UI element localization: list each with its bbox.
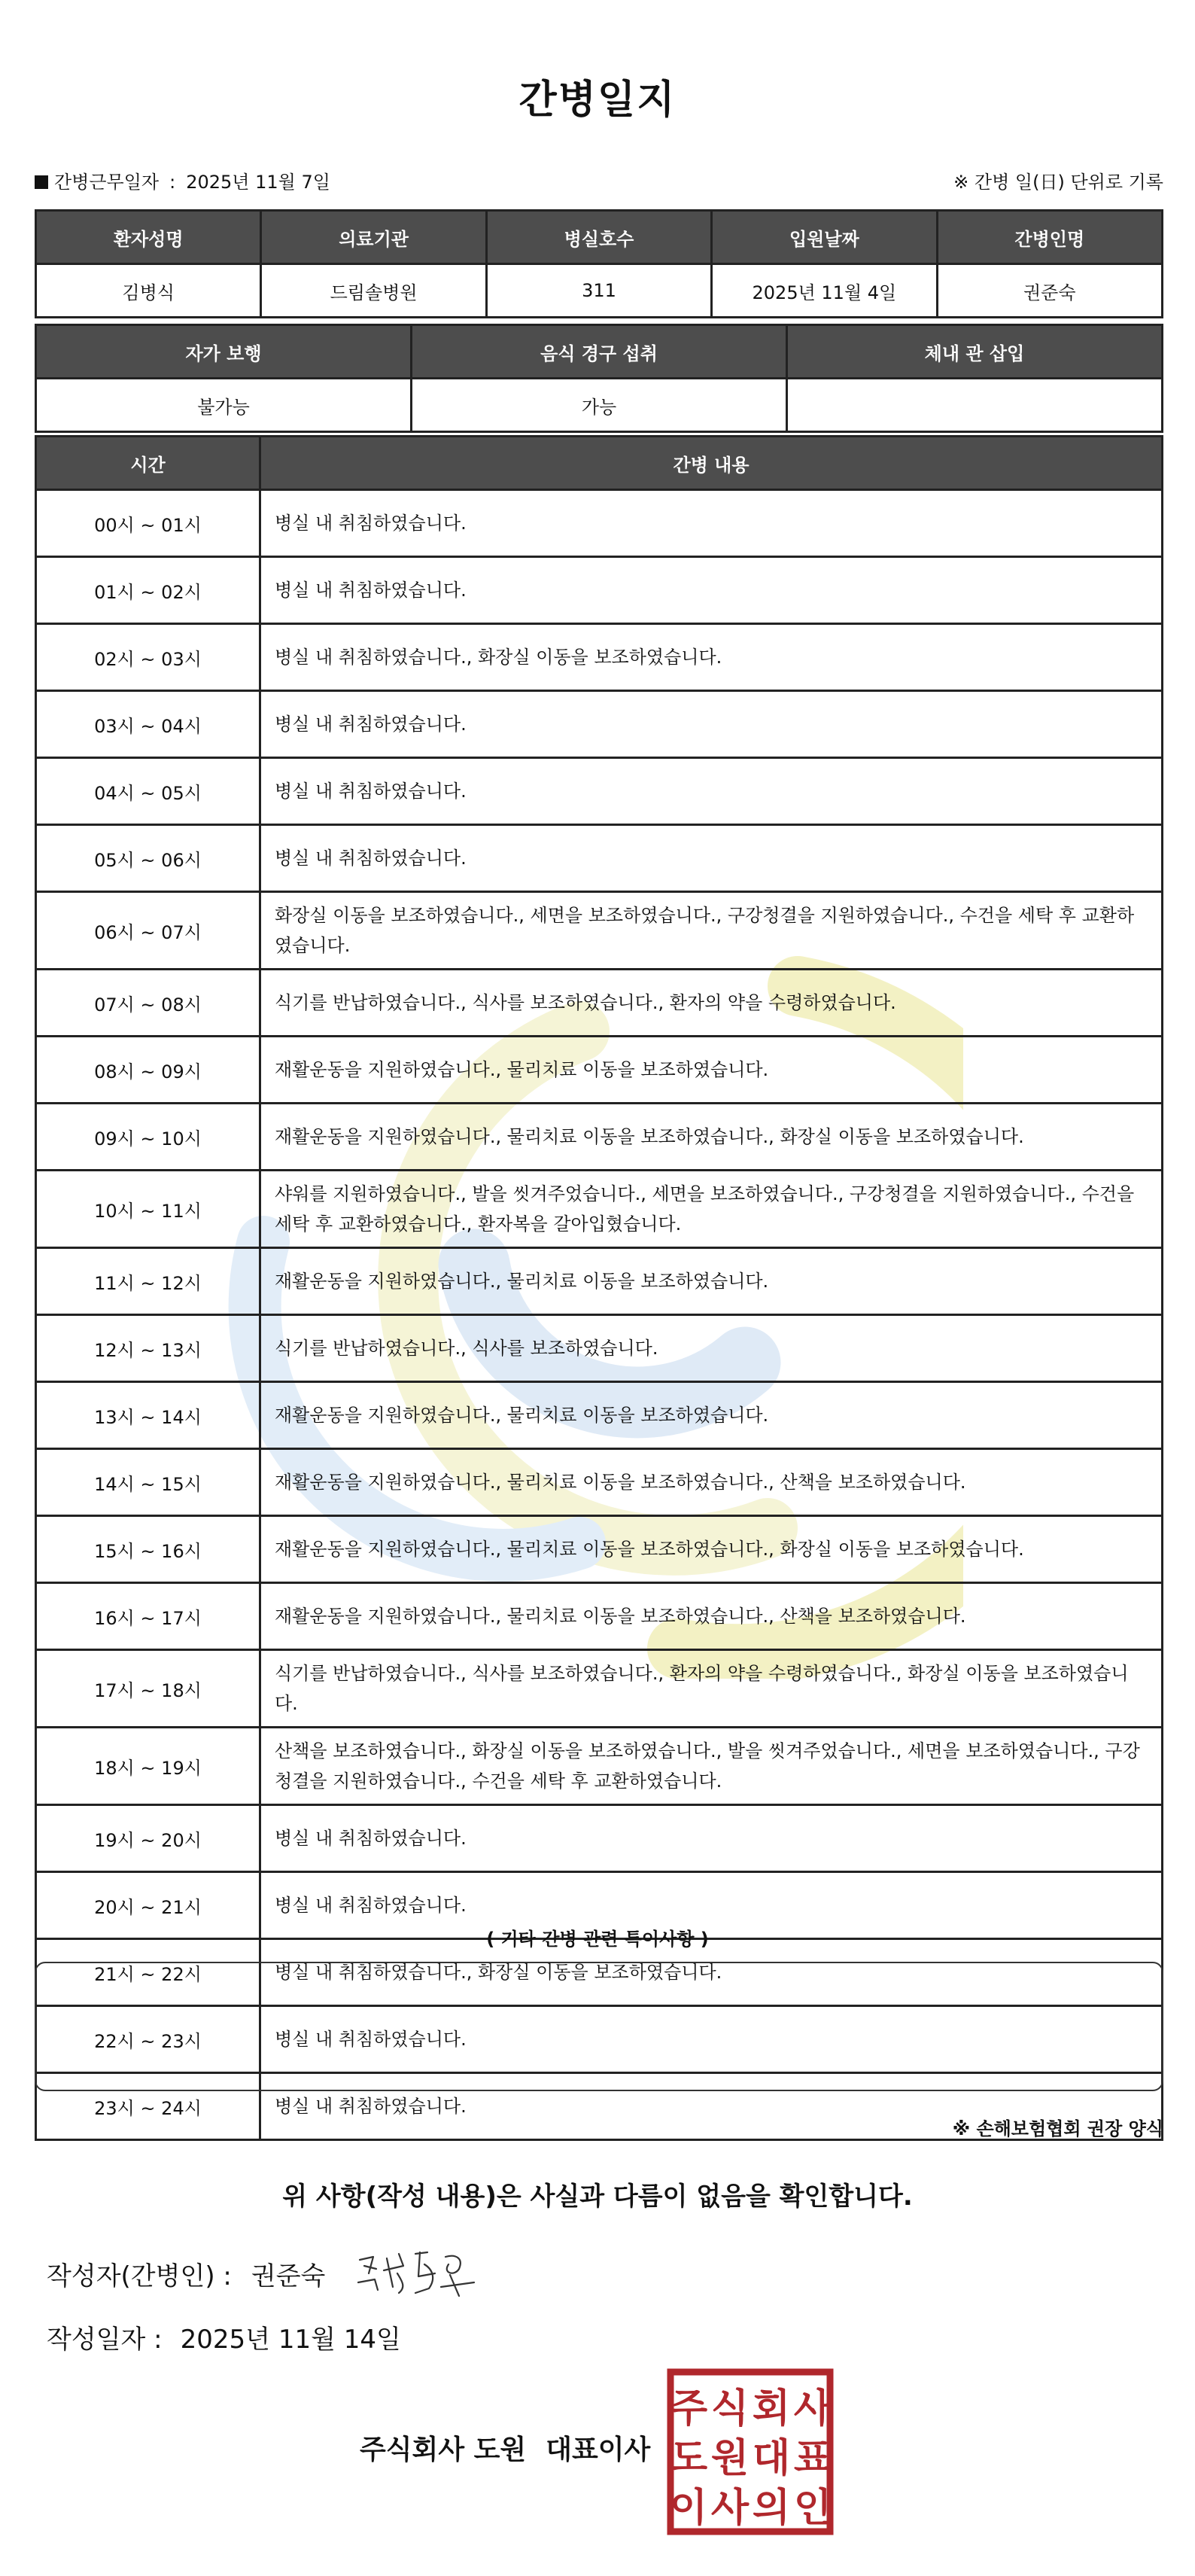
log-content-cell: 재활운동을 지원하였습니다., 물리치료 이동을 보조하였습니다. <box>260 1037 1163 1104</box>
status-value-cell: 가능 <box>412 379 787 432</box>
table-row <box>36 1516 1163 1583</box>
seal-character: 사 <box>710 2486 750 2531</box>
status-header-row <box>36 325 1163 379</box>
company-seal-stamp <box>666 2367 835 2536</box>
seal-character: 회 <box>752 2386 791 2431</box>
patient-value-cell: 311 <box>486 264 711 318</box>
log-content-cell: 재활운동을 지원하였습니다., 물리치료 이동을 보조하였습니다. <box>260 1382 1163 1449</box>
table-row <box>36 1650 1163 1728</box>
log-header-time: 시간 <box>36 437 260 490</box>
log-time-cell: 11시 ~ 12시 <box>36 1248 260 1315</box>
table-row <box>36 1728 1163 1805</box>
log-time-cell: 09시 ~ 10시 <box>36 1104 260 1171</box>
table-row <box>36 1805 1163 1872</box>
table-row <box>36 1382 1163 1449</box>
log-content-cell: 재활운동을 지원하였습니다., 물리치료 이동을 보조하였습니다., 화장실 이동을 보조하였습니다. <box>260 1104 1163 1171</box>
patient-value-cell: 드림솔병원 <box>261 264 486 318</box>
work-date-value: 2025년 11월 7일 <box>186 172 330 193</box>
seal-character: 의 <box>752 2486 791 2531</box>
log-body <box>36 490 1163 2140</box>
log-time-cell: 19시 ~ 20시 <box>36 1805 260 1872</box>
table-row <box>36 1104 1163 1171</box>
table-row <box>36 1583 1163 1650</box>
table-row <box>36 825 1163 892</box>
log-content-cell: 재활운동을 지원하였습니다., 물리치료 이동을 보조하였습니다., 산책을 보조하였습니다. <box>260 1449 1163 1516</box>
seal-character: 원 <box>710 2436 750 2481</box>
status-header-cell: 자가 보행 <box>36 325 412 379</box>
table-row <box>36 970 1163 1037</box>
writer-line <box>47 2255 325 2292</box>
patient-header-cell: 의료기관 <box>261 211 486 264</box>
patient-header-cell: 간병인명 <box>937 211 1162 264</box>
patient-value-cell: 권준숙 <box>937 264 1162 318</box>
table-row <box>36 557 1163 624</box>
handwritten-signature <box>354 2243 482 2303</box>
log-header-content: 간병 내용 <box>260 437 1163 490</box>
seal-character: 주 <box>669 2386 708 2431</box>
recommend-note: ※ 손해보험협회 권장 양식 <box>952 2118 1163 2139</box>
table-row <box>36 1248 1163 1315</box>
log-content-cell: 병실 내 취침하였습니다. <box>260 1805 1163 1872</box>
care-log-table <box>35 435 1163 2141</box>
log-content-cell: 식기를 반납하였습니다., 식사를 보조하였습니다., 환자의 약을 수령하였습니다. <box>260 970 1163 1037</box>
table-row <box>36 1037 1163 1104</box>
remarks-box <box>35 1962 1163 2091</box>
log-header-row <box>36 437 1163 490</box>
log-content-cell: 재활운동을 지원하였습니다., 물리치료 이동을 보조하였습니다., 화장실 이동을 보조하였습니다. <box>260 1516 1163 1583</box>
log-time-cell: 07시 ~ 08시 <box>36 970 260 1037</box>
table-row <box>36 1315 1163 1382</box>
log-time-cell: 02시 ~ 03시 <box>36 624 260 691</box>
log-time-cell: 15시 ~ 16시 <box>36 1516 260 1583</box>
square-bullet-icon <box>35 175 48 189</box>
patient-info-table <box>35 209 1163 318</box>
log-content-cell: 병실 내 취침하였습니다. <box>260 557 1163 624</box>
log-time-cell: 18시 ~ 19시 <box>36 1728 260 1805</box>
log-time-cell: 12시 ~ 13시 <box>36 1315 260 1382</box>
log-time-cell: 03시 ~ 04시 <box>36 691 260 758</box>
log-time-cell: 16시 ~ 17시 <box>36 1583 260 1650</box>
written-date-value: 2025년 11월 14일 <box>180 2325 401 2355</box>
log-time-cell: 17시 ~ 18시 <box>36 1650 260 1728</box>
patient-header-cell: 입원날짜 <box>712 211 937 264</box>
log-content-cell: 재활운동을 지원하였습니다., 물리치료 이동을 보조하였습니다. <box>260 1248 1163 1315</box>
work-date <box>35 167 330 193</box>
table-row <box>36 691 1163 758</box>
log-time-cell: 05시 ~ 06시 <box>36 825 260 892</box>
writer-name: 권준숙 <box>251 2261 326 2291</box>
seal-character: 표 <box>793 2436 832 2481</box>
log-content-cell: 산책을 보조하였습니다., 화장실 이동을 보조하였습니다., 발을 씻겨주었습니다., 세면을 보조하였습니다., 구강청결을 지원하였습니다., 수건을 세탁 후 교환하였습니다. <box>260 1728 1163 1805</box>
log-time-cell: 13시 ~ 14시 <box>36 1382 260 1449</box>
seal-character: 도 <box>669 2436 708 2481</box>
log-time-cell: 06시 ~ 07시 <box>36 892 260 970</box>
status-value-cell: 불가능 <box>36 379 412 432</box>
status-value-row <box>36 379 1163 432</box>
log-content-cell: 병실 내 취침하였습니다. <box>260 691 1163 758</box>
log-content-cell: 샤워를 지원하였습니다., 발을 씻겨주었습니다., 세면을 보조하였습니다., 구강청결을 지원하였습니다., 수건을 세탁 후 교환하였습니다., 환자복을 갈아입혔습니다. <box>260 1171 1163 1248</box>
log-content-cell: 식기를 반납하였습니다., 식사를 보조하였습니다., 환자의 약을 수령하였습니다., 화장실 이동을 보조하였습니다. <box>260 1650 1163 1728</box>
log-content-cell: 병실 내 취침하였습니다. <box>260 2006 1163 2073</box>
log-content-cell: 병실 내 취침하였습니다. <box>260 2073 1163 2140</box>
log-time-cell: 10시 ~ 11시 <box>36 1171 260 1248</box>
table-row <box>36 1171 1163 1248</box>
written-date-line <box>47 2319 401 2355</box>
table-row <box>36 624 1163 691</box>
seal-character: 식 <box>710 2386 750 2431</box>
seal-character: 사 <box>793 2386 832 2431</box>
log-time-cell: 23시 ~ 24시 <box>36 2073 260 2140</box>
log-content-cell: 병실 내 취침하였습니다., 화장실 이동을 보조하였습니다. <box>260 624 1163 691</box>
log-time-cell: 00시 ~ 01시 <box>36 490 260 557</box>
table-row <box>36 1449 1163 1516</box>
patient-header-cell: 병실호수 <box>486 211 711 264</box>
log-content-cell: 병실 내 취침하였습니다. <box>260 758 1163 825</box>
company-name: 주식회사 도원 <box>360 2434 527 2465</box>
table-row <box>36 758 1163 825</box>
log-time-cell: 08시 ~ 09시 <box>36 1037 260 1104</box>
status-value-cell <box>787 379 1163 432</box>
work-date-label: 간병근무일자 <box>54 172 160 193</box>
unit-note: ※ 간병 일(日) 단위로 기록 <box>953 172 1163 193</box>
patient-value-cell: 2025년 11월 4일 <box>712 264 937 318</box>
patient-header-cell: 환자성명 <box>36 211 261 264</box>
patient-value-cell: 김병식 <box>36 264 261 318</box>
document-title: 간병일지 <box>518 78 677 123</box>
log-content-cell: 식기를 반납하였습니다., 식사를 보조하였습니다. <box>260 1315 1163 1382</box>
seal-character: 대 <box>752 2436 791 2481</box>
log-time-cell: 01시 ~ 02시 <box>36 557 260 624</box>
company-line <box>360 2428 650 2467</box>
log-content-cell: 병실 내 취침하였습니다. <box>260 1872 1163 1939</box>
log-time-cell: 20시 ~ 21시 <box>36 1872 260 1939</box>
table-row <box>36 892 1163 970</box>
log-content-cell: 재활운동을 지원하였습니다., 물리치료 이동을 보조하였습니다., 산책을 보조하였습니다. <box>260 1583 1163 1650</box>
confirmation-statement: 위 사항(작성 내용)은 사실과 다름이 없음을 확인합니다. <box>282 2182 913 2212</box>
written-date-label: 작성일자 : <box>47 2325 163 2355</box>
log-time-cell: 14시 ~ 15시 <box>36 1449 260 1516</box>
log-time-cell: 04시 ~ 05시 <box>36 758 260 825</box>
log-content-cell: 병실 내 취침하였습니다. <box>260 490 1163 557</box>
ceo-title: 대표이사 <box>546 2434 651 2465</box>
table-row <box>36 490 1163 557</box>
patient-status-table <box>35 324 1163 433</box>
seal-character: 이 <box>669 2486 708 2531</box>
seal-character: 인 <box>793 2486 832 2531</box>
log-time-cell: 22시 ~ 23시 <box>36 2006 260 2073</box>
work-info-row <box>35 167 1163 197</box>
status-header-cell: 체내 관 삽입 <box>787 325 1163 379</box>
log-content-cell: 병실 내 취침하였습니다. <box>260 825 1163 892</box>
writer-label: 작성자(간병인) : <box>47 2261 232 2291</box>
remarks-title: ( 기타 간병 관련 특이사항 ) <box>486 1929 709 1950</box>
log-content-cell: 화장실 이동을 보조하였습니다., 세면을 보조하였습니다., 구강청결을 지원하였습니다., 수건을 세탁 후 교환하였습니다. <box>260 892 1163 970</box>
patient-value-row <box>36 264 1163 318</box>
colon-separator: : <box>169 172 176 193</box>
log-time-cell: 21시 ~ 22시 <box>36 1939 260 2006</box>
log-content-cell: 병실 내 취침하였습니다., 화장실 이동을 보조하였습니다. <box>260 1939 1163 2006</box>
status-header-cell: 음식 경구 섭취 <box>412 325 787 379</box>
patient-header-row <box>36 211 1163 264</box>
